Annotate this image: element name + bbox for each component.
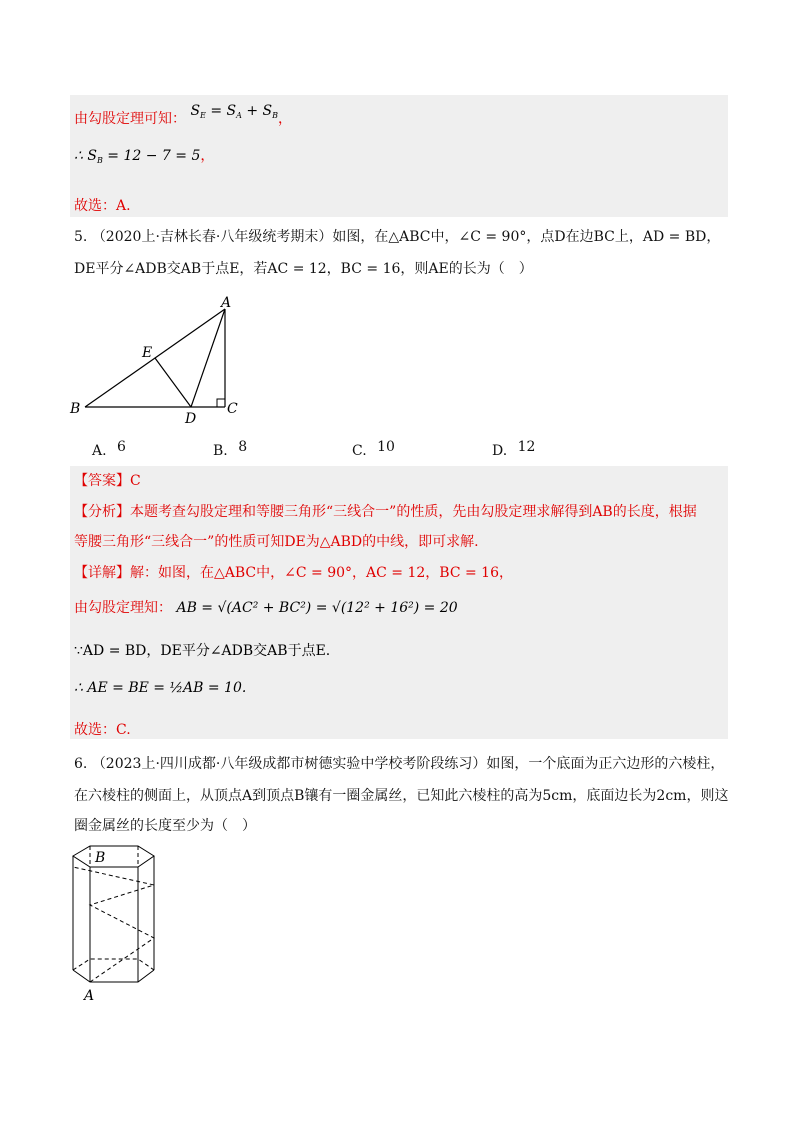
hidden-edges bbox=[73, 846, 154, 982]
ae-formula: ∴ AE = BE = ½AB = 10. bbox=[74, 680, 247, 696]
label-c: C bbox=[227, 401, 238, 417]
choice-line-1: 故选：A. bbox=[74, 198, 131, 214]
detail-because-line: ∵AD = BD，DE平分∠ADB交AB于点E. bbox=[74, 643, 331, 659]
question-6-line-1: 6. （2023上·四川成都·八年级成都市树德实验中学校考阶段练习）如图，一个底面为正六边形的六棱柱， bbox=[74, 756, 725, 772]
label-e: E bbox=[142, 345, 153, 361]
option-d: D. 12 bbox=[492, 439, 536, 459]
area-formula: $S_E = S_A + S_B$ bbox=[190, 103, 279, 120]
triangle-figure bbox=[68, 292, 238, 432]
option-a: A. 6 bbox=[92, 439, 126, 459]
option-c: C. 10 bbox=[352, 439, 395, 459]
sb-formula: ∴ $S_B = 12 - 7 = 5$ bbox=[74, 148, 201, 165]
question-6-line-2: 在六棱柱的侧面上，从顶点A到顶点B镶有一圈金属丝，已知此六棱柱的高为5cm，底面边长为2cm，则这 bbox=[74, 788, 729, 804]
pythag-statement-1: 由勾股定理可知： $S_E = S_A + S_B$， bbox=[74, 103, 293, 127]
analysis-line-1: 【分析】本题考查勾股定理和等腰三角形“三线合一”的性质，先由勾股定理求解得到AB的长度，根据 bbox=[74, 504, 697, 520]
detail-therefore-line bbox=[74, 678, 246, 698]
top-hexagon bbox=[73, 846, 154, 867]
label-a: A bbox=[221, 295, 232, 311]
therefore-statement-1: ∴ $S_B = 12 - 7 = 5$， bbox=[74, 148, 215, 165]
detail-line-1: 【详解】解：如图，在△ABC中，∠C = 90°，AC = 12，BC = 16， bbox=[74, 565, 513, 581]
right-angle-mark bbox=[217, 399, 225, 407]
answer-line: 【答案】C bbox=[74, 473, 141, 489]
segment-ad bbox=[191, 309, 225, 407]
option-b: B. 8 bbox=[213, 439, 248, 459]
detail-pythag-line: 由勾股定理知： AB = √(AC² + BC²) = √(12² + 16²) = 20 bbox=[74, 600, 458, 616]
label-d: D bbox=[185, 411, 197, 427]
question-5-line-2: DE平分∠ADB交AB于点E，若AC = 12，BC = 16，则AE的长为（ ） bbox=[74, 261, 533, 277]
segment-de bbox=[155, 358, 191, 407]
hexagonal-prism-figure bbox=[68, 840, 168, 1005]
label-a: A bbox=[84, 988, 95, 1004]
question-5-line-1: 5. （2020上·吉林长春·八年级统考期末）如图，在△ABC中，∠C = 90°，点D在边BC上，AD = BD， bbox=[74, 229, 721, 245]
ab-formula: AB = √(AC² + BC²) = √(12² + 16²) = 20 bbox=[176, 600, 458, 616]
choice-line-2: 故选：C. bbox=[74, 722, 131, 738]
analysis-line-2: 等腰三角形“三线合一”的性质可知DE为△ABD的中线，即可求解. bbox=[74, 534, 479, 550]
label-b: B bbox=[95, 850, 106, 866]
question-6-line-3: 圈金属丝的长度至少为（ ） bbox=[74, 818, 256, 834]
label-b: B bbox=[70, 401, 81, 417]
